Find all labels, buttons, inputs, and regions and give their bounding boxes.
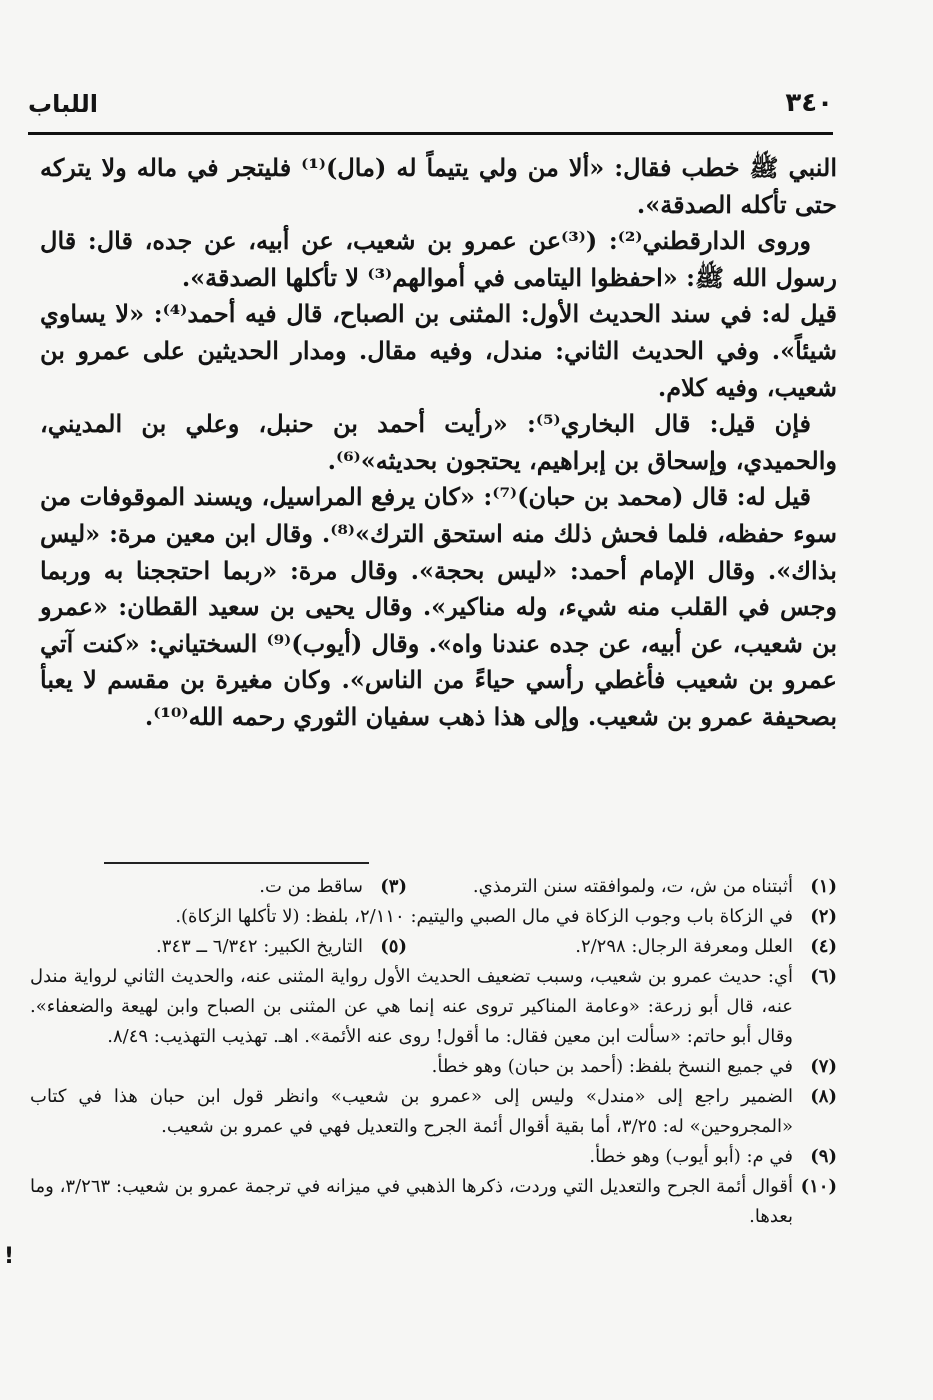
footnote-4 <box>407 932 837 962</box>
footnote-number: (١) <box>810 876 837 897</box>
paragraph: قيل له: في سند الحديث الأول: المثنى بن الصباح، قال فيه أحمد⁽⁴⁾: «لا يساوي شيئاً». وفي الحديث الثاني: مندل، وفيه مقال. ومدار الحديثين على عمرو بن شعيب، وفيه كلام. <box>40 299 837 402</box>
running-header <box>28 88 833 124</box>
footnote-number: (٤) <box>810 936 837 957</box>
footnote-10 <box>30 1172 837 1232</box>
paragraph: وروى الدارقطني⁽²⁾: (⁽³⁾عن عمرو بن شعيب، عن أبيه، عن جده، قال: قال رسول الله ﷺ: «احفظوا اليتامى في أموالهم⁽³⁾ لا تأكلها الصدقة». <box>40 226 837 292</box>
page-number: ٣٤٠ <box>785 88 833 118</box>
footnote-7 <box>30 1052 837 1082</box>
footnote-number: (٢) <box>810 906 837 927</box>
footnote-text: العلل ومعرفة الرجال: ٢/٢٩٨. <box>575 936 793 957</box>
footnote-6 <box>30 962 837 1052</box>
footnote-9 <box>30 1142 837 1172</box>
footnote-number: (٧) <box>810 1056 837 1077</box>
margin-mark: ! <box>4 1244 15 1269</box>
footnote-number: (٥) <box>380 936 407 957</box>
footnote-number: (٦) <box>810 966 837 987</box>
footnote-text: في م: (أبو أيوب) وهو خطأ. <box>589 1146 793 1167</box>
footnote-line <box>30 872 837 902</box>
footnote-text: الضمير راجع إلى «مندل» وليس إلى «عمرو بن شعيب» وانظر قول ابن حبان هذا في كتاب «المجروحين» له: ٣/٢٥، أما بقية أقوال أئمة الجرح والتعديل فهي في عمرو بن شعيب. <box>30 1086 793 1137</box>
footnote-1 <box>407 872 837 902</box>
footnote-2 <box>30 902 837 932</box>
footnote-number: (٨) <box>810 1086 837 1107</box>
footnote-text: في جميع النسخ بلفظ: (أحمد بن حبان) وهو خطأ. <box>431 1056 793 1077</box>
paragraph: النبي ﷺ خطب فقال: «ألا من ولي يتيماً له (مال)⁽¹⁾ فليتجر في ماله ولا يتركه حتى تأكله الصدقة». <box>40 153 838 219</box>
footnote-separator <box>104 862 369 864</box>
footnotes <box>30 872 837 1232</box>
footnote-8 <box>30 1082 837 1142</box>
footnote-text: أي: حديث عمرو بن شعيب، وسبب تضعيف الحديث الأول رواية المثنى عنه، والحديث الثاني لرواية مندل عنه، قال أبو زرعة: «وعامة المناكير تروى عنه إنما هي عن المثنى بن الصباح وابن لهيعة والضعفاء». وقال أبو حاتم: «سألت ابن معين فقال: ما أقول! روى عنه الأئمة». اهـ. تهذيب التهذيب: ٨/٤٩. <box>30 966 793 1047</box>
footnote-text: في الزكاة باب وجوب الزكاة في مال الصبي واليتيم: ٢/١١٠، بلفظ: (لا تأكلها الزكاة). <box>175 906 793 927</box>
paragraph: قيل له: قال (محمد بن حبان)⁽⁷⁾: «كان يرفع المراسيل، ويسند الموقوفات من سوء حفظه، فلما فحش ذلك منه استحق الترك»⁽⁸⁾. وقال ابن معين مرة: «ليس بذاك». وقال الإمام أحمد: «ليس بحجة». وقال مرة: «ربما احتججنا به وربما وجس في القلب منه شيء، وله مناكير». وقال يحيى بن سعيد القطان: «عمرو بن شعيب، عن أبيه، عن جده عندنا واه». وقال (أيوب)⁽⁹⁾ السختياني: «كنت آتي عمرو بن شعيب فأغطي رأسي حياءً من الناس». وكان مغيرة بن مقسم لا يعبأ بصحيفة عمرو بن شعيب. وإلى هذا ذهب سفيان الثوري رحمه الله⁽¹⁰⁾. <box>40 482 838 731</box>
footnote-text: التاريخ الكبير: ٦/٣٤٢ ــ ٣٤٣. <box>156 936 363 957</box>
footnote-line <box>30 932 837 962</box>
header-rule <box>28 132 833 135</box>
footnote-text: ساقط من ت. <box>259 876 363 897</box>
footnote-number: (٩) <box>810 1146 837 1167</box>
footnote-text: أثبتناه من ش، ت، ولموافقته سنن الترمذي. <box>472 876 793 897</box>
footnote-number: (٣) <box>380 876 407 897</box>
paragraph: فإن قيل: قال البخاري⁽⁵⁾: «رأيت أحمد بن حنبل، وعلي بن المديني، والحميدي، وإسحاق بن إبراهيم، يحتجون بحديثه»⁽⁶⁾. <box>40 409 837 475</box>
footnote-number: (١٠) <box>800 1176 837 1197</box>
main-text <box>40 150 837 736</box>
book-title: اللباب <box>28 90 98 118</box>
footnote-5 <box>156 932 407 962</box>
footnote-3 <box>259 872 407 902</box>
footnote-text: أقوال أئمة الجرح والتعديل التي وردت، ذكرها الذهبي في ميزانه في ترجمة عمرو بن شعيب: ٣/٢٦٣، وما بعدها. <box>30 1176 793 1227</box>
